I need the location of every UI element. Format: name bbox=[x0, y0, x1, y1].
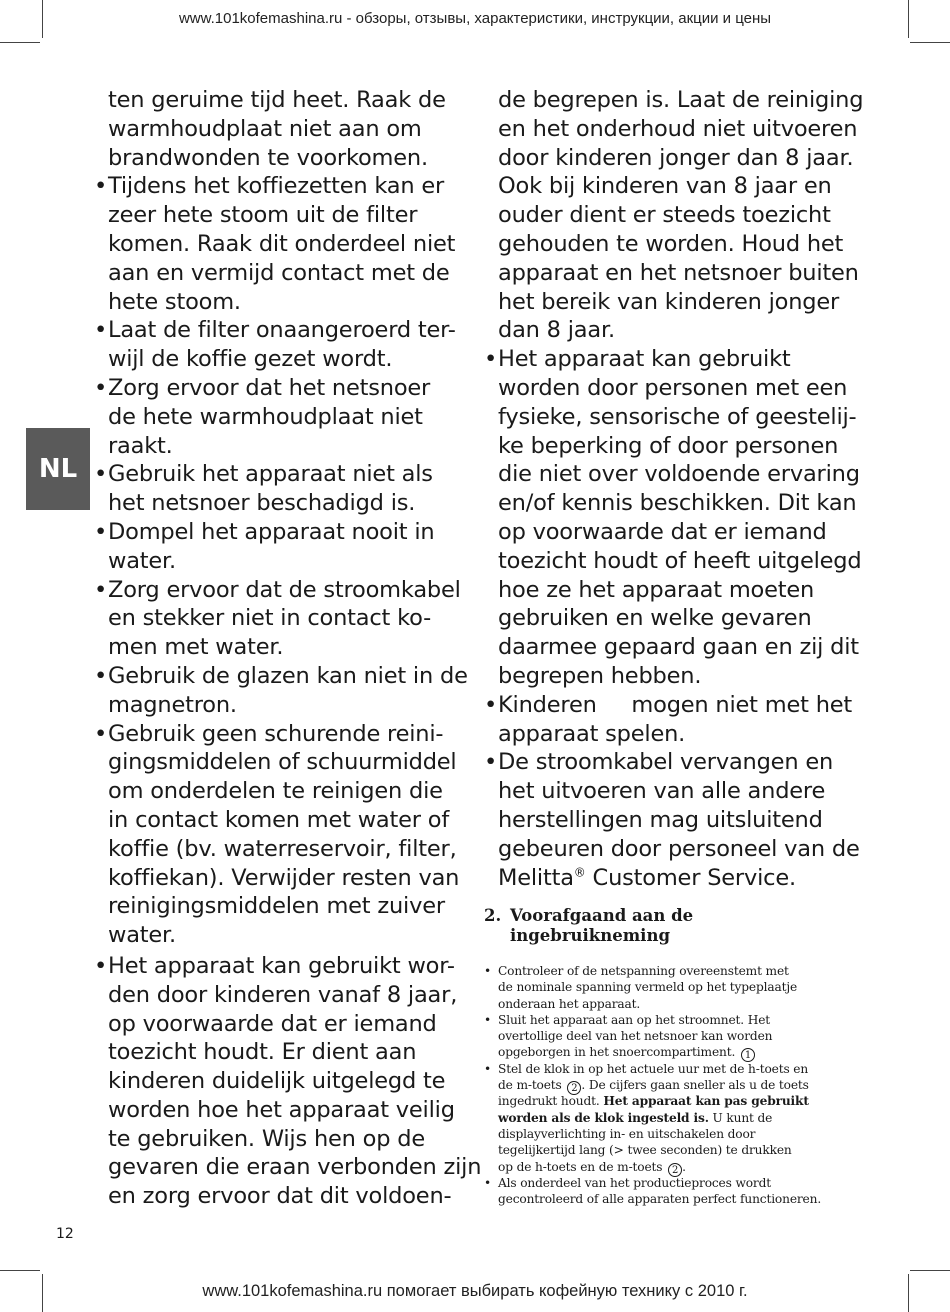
text-span: opgeborgen in het snoercompartiment. bbox=[498, 1045, 736, 1060]
text-line bbox=[498, 1044, 864, 1060]
text-span: de m-toets bbox=[498, 1078, 562, 1093]
page-number: 12 bbox=[56, 1226, 74, 1242]
text-line bbox=[498, 864, 864, 893]
bullet: • bbox=[484, 1012, 492, 1027]
text-span: op de h-toets en de m-toets bbox=[498, 1159, 663, 1174]
emphasis-text: Het apparaat kan pas gebruikt bbox=[603, 1094, 809, 1109]
text-span: ingedrukt houdt. bbox=[498, 1094, 604, 1109]
list-item bbox=[94, 720, 479, 950]
text-line: Ook bij kinderen van 8 jaar en bbox=[498, 173, 832, 200]
text-line: Controleer of de netspanning overeenstemt met bbox=[498, 964, 789, 978]
text-line: op voorwaarde dat er iemand bbox=[108, 1010, 437, 1037]
crop-mark bbox=[0, 42, 40, 43]
text-line: displayverlichting in- en uitschakelen door bbox=[498, 1126, 756, 1141]
text-line: gebeuren door personeel van de bbox=[498, 835, 860, 862]
list-item bbox=[94, 316, 479, 374]
text-line: Sluit het apparaat aan op het stroomnet. Het bbox=[498, 1012, 771, 1027]
text-line: reinigingsmiddelen met zuiver bbox=[108, 893, 445, 920]
bullet: • bbox=[94, 374, 108, 401]
text-line bbox=[498, 1077, 864, 1093]
text-line: koffiekan). Verwijder resten van bbox=[108, 864, 460, 891]
text-line: hete stoom. bbox=[108, 288, 241, 315]
text-line bbox=[498, 1110, 864, 1126]
text-line: ouder dient er steeds toezicht bbox=[498, 202, 831, 229]
text-span: U kunt de bbox=[708, 1110, 773, 1125]
circled-number-icon: 2 bbox=[668, 1163, 682, 1177]
bullet: • bbox=[484, 964, 492, 978]
bullet: • bbox=[94, 317, 108, 344]
text-line: worden hoe het apparaat veilig bbox=[108, 1096, 455, 1123]
text-line: Laat de filter onaangeroerd ter- bbox=[108, 317, 456, 344]
text-line: den door kinderen vanaf 8 jaar, bbox=[108, 981, 458, 1008]
text-line: De stroomkabel vervangen en bbox=[498, 749, 834, 776]
text-span: . bbox=[682, 1159, 686, 1174]
text-line: de begrepen is. Laat de reiniging bbox=[498, 87, 864, 113]
text-line: Dompel het apparaat nooit in bbox=[108, 518, 435, 545]
text-line bbox=[498, 1093, 864, 1109]
circled-number-icon: 2 bbox=[567, 1081, 581, 1095]
text-line: kinderen duidelijk uitgelegd te bbox=[108, 1068, 446, 1095]
bullet: • bbox=[94, 461, 108, 488]
text-line: en stekker niet in contact ko- bbox=[108, 605, 432, 632]
circled-number-icon: 1 bbox=[741, 1048, 755, 1062]
text-line: te gebruiken. Wijs hen op de bbox=[108, 1125, 425, 1152]
brand-name: Melitta bbox=[498, 864, 574, 891]
text-line: Tijdens het koffiezetten kan er bbox=[108, 173, 445, 200]
text-line: daarmee gepaard gaan en zij dit bbox=[498, 634, 859, 661]
text-line: ke beperking of door personen bbox=[498, 432, 839, 459]
list-item bbox=[94, 662, 479, 720]
text-line: Gebruik geen schurende reini- bbox=[108, 720, 444, 747]
text-line: onderaan het apparaat. bbox=[498, 996, 641, 1011]
bullet: • bbox=[94, 173, 108, 200]
text-line: op voorwaarde dat er iemand bbox=[498, 518, 827, 545]
text-span: . De cijfers gaan sneller als u de toets bbox=[581, 1078, 809, 1093]
text-line: door kinderen jonger dan 8 jaar. bbox=[498, 144, 854, 171]
text-line: gebruiken en welke gevaren bbox=[498, 605, 812, 632]
text-line: overtollige deel van het netsnoer kan worden bbox=[498, 1029, 773, 1044]
text-line: Gebruik het apparaat niet als bbox=[108, 461, 433, 488]
text-line: Als onderdeel van het productieproces wordt bbox=[498, 1175, 771, 1190]
section-number: 2. bbox=[484, 906, 502, 925]
page-footer: www.101kofemashina.ru помогает выбирать кофейную технику с 2010 г. bbox=[202, 1282, 748, 1300]
bullet: • bbox=[484, 1175, 492, 1190]
list-item bbox=[484, 345, 864, 691]
crop-mark bbox=[910, 42, 950, 43]
text-line: gingsmiddelen of schuurmiddel bbox=[108, 749, 457, 776]
text-line: en zorg ervoor dat dit voldoen- bbox=[108, 1183, 452, 1210]
text-line: ten geruime tijd heet. Raak de bbox=[108, 87, 446, 113]
text-line: de hete warmhoudplaat niet bbox=[108, 403, 423, 430]
text-line: aan en vermijd contact met de bbox=[108, 259, 450, 286]
text-line: toezicht houdt of heeft uitgelegd bbox=[498, 547, 862, 574]
text-line: begrepen hebben. bbox=[498, 662, 702, 689]
text-line: komen. Raak dit onderdeel niet bbox=[108, 230, 456, 257]
text-line bbox=[498, 1159, 864, 1175]
bullet: • bbox=[484, 1061, 492, 1076]
text-line: hoe ze het apparaat moeten bbox=[498, 576, 815, 603]
bullet: • bbox=[94, 662, 108, 689]
bullet: • bbox=[484, 749, 498, 776]
text-line: magnetron. bbox=[108, 691, 237, 718]
text-line: Het apparaat kan gebruikt wor- bbox=[108, 952, 455, 979]
list-item bbox=[484, 748, 864, 892]
bullet: • bbox=[94, 720, 108, 747]
language-tab: NL bbox=[26, 428, 90, 510]
right-column bbox=[484, 86, 864, 892]
text-line: toezicht houdt. Er dient aan bbox=[108, 1039, 417, 1066]
registered-mark: ® bbox=[573, 865, 586, 880]
text-line: die niet over voldoende ervaring bbox=[498, 461, 860, 488]
text-line: Kinderen mogen niet met het bbox=[498, 691, 853, 718]
section-body bbox=[484, 963, 864, 1207]
text-line: tegelijkertijd lang (> twee seconden) te drukken bbox=[498, 1143, 792, 1158]
text-line: zeer hete stoom uit de filter bbox=[108, 202, 418, 229]
text-line: gevaren die eraan verbonden zijn bbox=[108, 1154, 482, 1181]
text-line: en/of kennis beschikken. Dit kan bbox=[498, 490, 857, 517]
text-line: Gebruik de glazen kan niet in de bbox=[108, 662, 468, 689]
text-line: dan 8 jaar. bbox=[498, 317, 615, 344]
text-line: het bereik van kinderen jonger bbox=[498, 288, 840, 315]
page-header: www.101kofemashina.ru - обзоры, отзывы, характеристики, инструкции, акции и цены bbox=[178, 10, 772, 27]
section-heading bbox=[484, 906, 864, 946]
text-line: om onderdelen te reinigen die bbox=[108, 778, 443, 805]
text-line: gehouden te worden. Houd het bbox=[498, 230, 844, 257]
text-line: warmhoudplaat niet aan om bbox=[108, 115, 422, 142]
text-line: fysieke, sensorische of geestelij- bbox=[498, 403, 857, 430]
text-line: water. bbox=[108, 547, 176, 574]
bullet: • bbox=[484, 346, 498, 373]
text-line: herstellingen mag uitsluitend bbox=[498, 806, 823, 833]
text-line: de nominale spanning vermeld op het typeplaatje bbox=[498, 980, 798, 995]
text-line: brandwonden te voorkomen. bbox=[108, 144, 428, 171]
bullet: • bbox=[94, 952, 108, 979]
text-line: in contact komen met water of bbox=[108, 806, 450, 833]
section-title: Voorafgaand aan de bbox=[510, 906, 694, 925]
crop-mark bbox=[0, 1270, 40, 1271]
text-line: Zorg ervoor dat de stroomkabel bbox=[108, 576, 461, 603]
text-line: raakt. bbox=[108, 432, 173, 459]
text-line: het netsnoer beschadigd is. bbox=[108, 490, 416, 517]
list-item bbox=[484, 1175, 864, 1208]
list-item bbox=[484, 963, 864, 1012]
text-span: Customer Service. bbox=[585, 864, 796, 891]
text-line: water. bbox=[108, 922, 176, 949]
text-line: Het apparaat kan gebruikt bbox=[498, 346, 791, 373]
paragraph-continued bbox=[484, 86, 864, 345]
crop-mark bbox=[910, 1270, 950, 1271]
left-column bbox=[94, 86, 482, 1211]
text-line: het uitvoeren van alle andere bbox=[498, 778, 826, 805]
text-line: apparaat spelen. bbox=[498, 720, 686, 747]
paragraph-continued bbox=[94, 86, 479, 172]
section-title: ingebruikneming bbox=[510, 926, 670, 945]
text-line: Stel de klok in op het actuele uur met de h-toets en bbox=[498, 1061, 809, 1076]
list-item bbox=[484, 1061, 864, 1175]
list-item bbox=[94, 576, 479, 662]
text-line: koffie (bv. waterreservoir, filter, bbox=[108, 835, 457, 862]
text-line: men met water. bbox=[108, 634, 284, 661]
list-item bbox=[94, 952, 482, 1211]
list-item bbox=[94, 172, 479, 316]
bullet: • bbox=[94, 576, 108, 603]
text-line: apparaat en het netsnoer buiten bbox=[498, 259, 859, 286]
text-line: en het onderhoud niet uitvoeren bbox=[498, 115, 858, 142]
list-item bbox=[94, 518, 479, 576]
list-item bbox=[484, 691, 864, 749]
text-line: Zorg ervoor dat het netsnoer bbox=[108, 374, 431, 401]
list-item bbox=[94, 374, 479, 460]
bullet: • bbox=[484, 691, 498, 718]
list-item bbox=[94, 460, 479, 518]
list-item bbox=[484, 1012, 864, 1061]
text-line: gecontroleerd of alle apparaten perfect functioneren. bbox=[498, 1192, 822, 1207]
bullet: • bbox=[94, 518, 108, 545]
text-line: worden door personen met een bbox=[498, 374, 848, 401]
text-line: wijl de koffie gezet wordt. bbox=[108, 346, 393, 373]
emphasis-text: worden als de klok ingesteld is. bbox=[498, 1110, 709, 1125]
